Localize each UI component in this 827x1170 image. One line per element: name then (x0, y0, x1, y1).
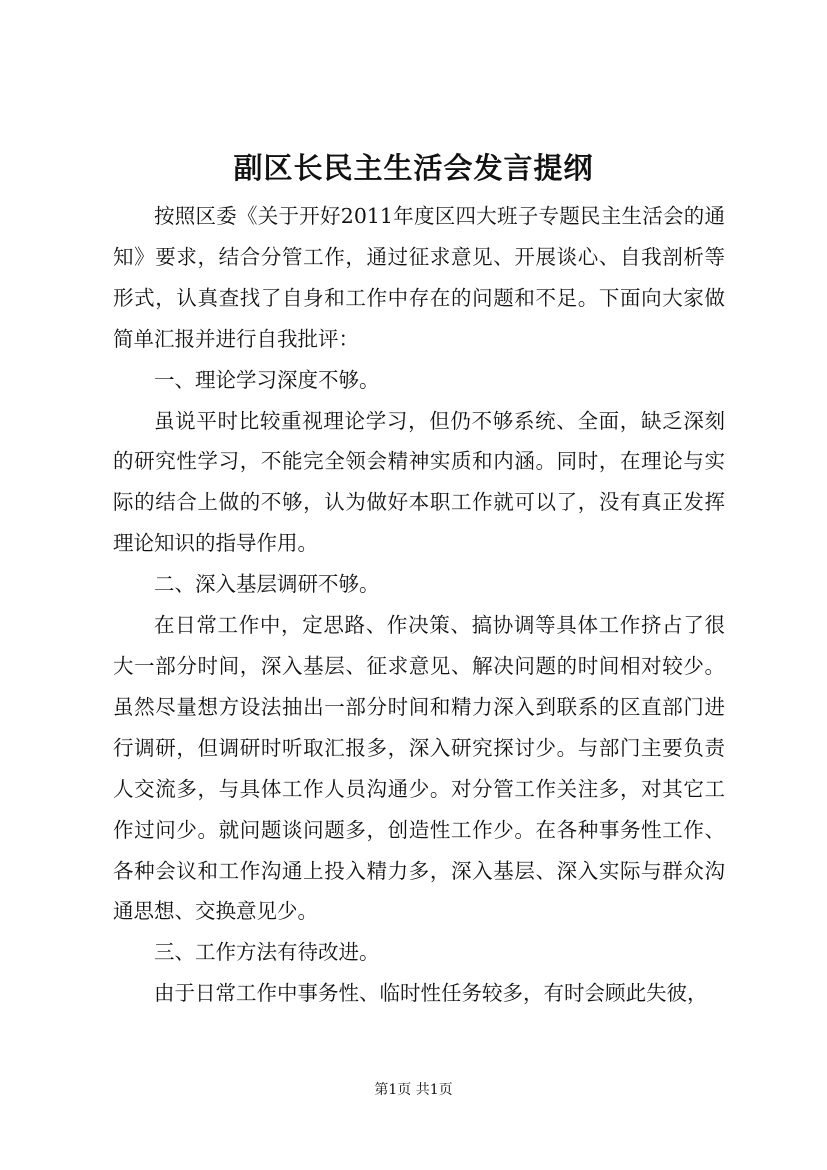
section-paragraph-2: 在日常工作中，定思路、作决策、搞协调等具体工作挤占了很大一部分时间，深入基层、征求意见、解决问题的时间相对较少。虽然尽量想方设法抽出一部分时间和精力深入到联系的区直部门进行调研，但调研时听取汇报多，深入研究探讨少。与部门主要负责人交流多，与具体工作人员沟通少。对分管工作关注多，对其它工作过问少。就问题谈问题多，创造性工作少。在各种事务性工作、各种会议和工作沟通上投入精力多，深入基层、深入实际与群众沟通思想、交换意见少。 (113, 613, 725, 924)
document-title: 副区长民主生活会发言提纲 (233, 151, 594, 185)
page-footer: 第1页 共1页 (374, 1082, 453, 1098)
section-heading-3: 三、工作方法有待改进。 (154, 940, 380, 965)
section-paragraph-1: 虽说平时比较重视理论学习，但仍不够系统、全面，缺乏深刻的研究性学习，不能完全领会精神实质和内涵。同时，在理论与实际的结合上做的不够，认为做好本职工作就可以了，没有真正发挥理论知识的指导作用。 (113, 408, 725, 556)
intro-paragraph: 按照区委《关于开好2011年度区四大班子专题民主生活会的通知》要求，结合分管工作，通过征求意见、开展谈心、自我剖析等形式，认真查找了自身和工作中存在的问题和不足。下面向大家做简单汇报并进行自我批评： (113, 204, 725, 351)
section-heading-1: 一、理论学习深度不够。 (154, 367, 380, 392)
section-heading-2: 二、深入基层调研不够。 (154, 572, 380, 597)
section-paragraph-3: 由于日常工作中事务性、临时性任务较多，有时会顾此失彼， (154, 981, 708, 1006)
document-body (113, 196, 725, 1014)
